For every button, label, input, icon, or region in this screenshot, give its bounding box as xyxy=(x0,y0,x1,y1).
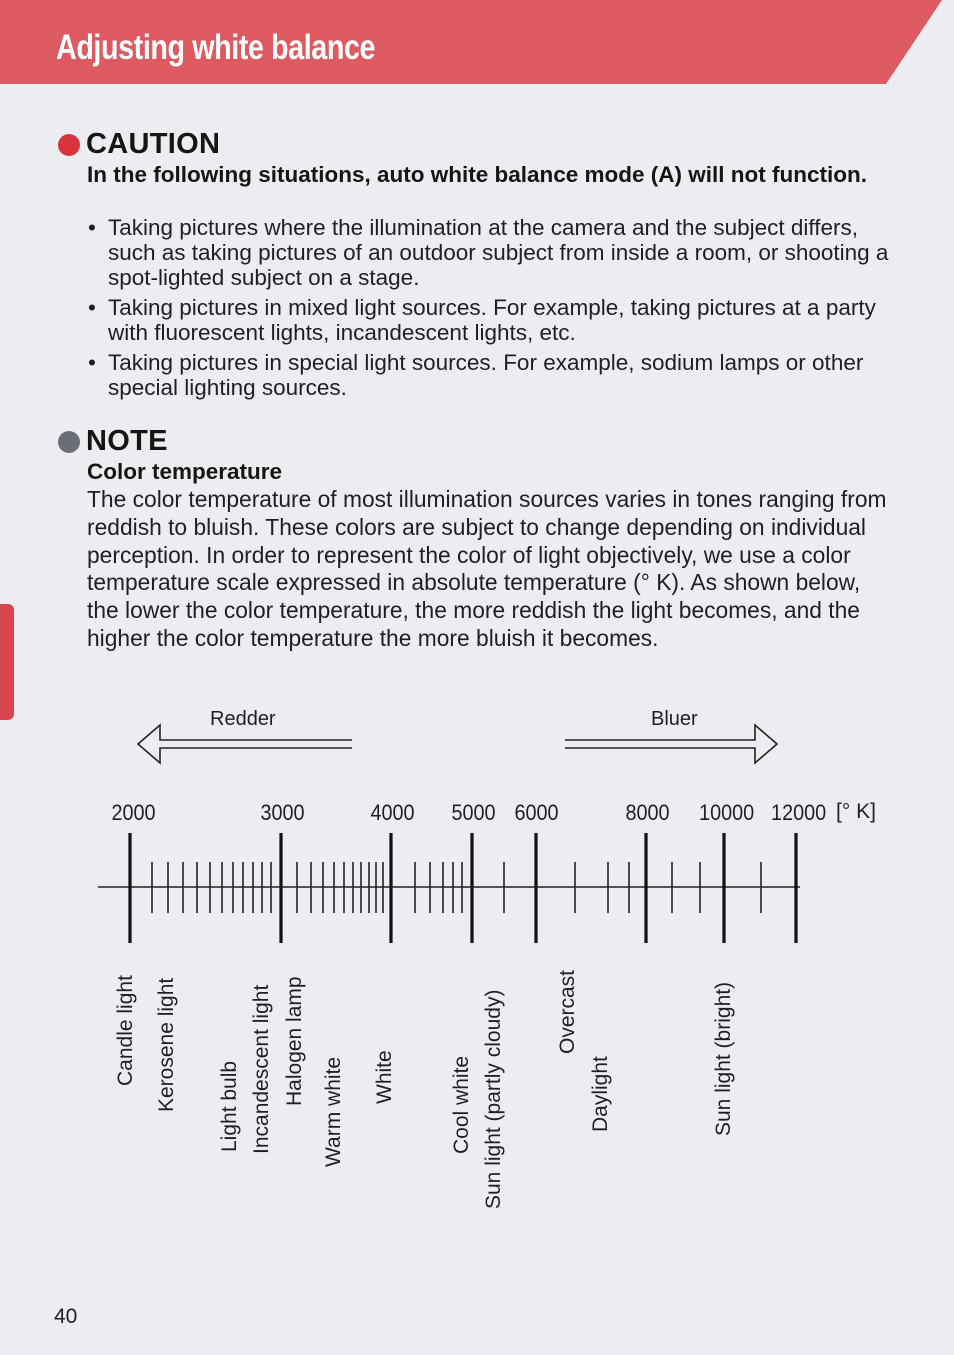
source-label-warm-white: Warm white xyxy=(322,1056,345,1167)
source-label-sun-light-partly-cloudy: Sun light (partly cloudy) xyxy=(482,989,505,1209)
source-label-white: White xyxy=(373,1050,396,1104)
tick-label-3000: 3000 xyxy=(260,800,305,825)
source-label-overcast: Overcast xyxy=(556,969,579,1054)
tick-label-10000: 10000 xyxy=(699,800,755,825)
bluer-arrow-icon xyxy=(565,725,777,763)
source-label-sun-light-bright: Sun light (bright) xyxy=(712,981,735,1136)
list-item: • Taking pictures where the illumination at the camera and the subject differs, such as taking pictures of an outdoor subject from inside a room, or shooting a spot-lighted subject on a stage. xyxy=(87,215,907,290)
redder-arrow-icon xyxy=(138,725,352,763)
list-item: • Taking pictures in special light sources. For example, sodium lamps or other special lighting sources. xyxy=(87,350,907,400)
tick-label-4000: 4000 xyxy=(370,800,415,825)
note-subheading: Color temperature xyxy=(87,459,283,484)
major-ticks xyxy=(130,833,796,943)
note-paragraph: The color temperature of most illumination sources varies in tones ranging from reddish to bluish. These colors are subject to change depending on individual perception. In order to represent the color of light objectively, we use a color temperature scale expressed in absolute temperature (° K). As shown below, the lower the color temperature, the more reddish the light becomes, and the higher the color temperature the more bluish it becomes. xyxy=(87,486,887,651)
page-number: 40 xyxy=(54,1305,78,1328)
redder-label: Redder xyxy=(210,708,276,730)
source-label-cool-white: Cool white xyxy=(450,1055,473,1154)
source-label-light-bulb: Light bulb xyxy=(218,1060,241,1152)
caution-subheading: In the following situations, auto white balance mode (A) will not function. xyxy=(87,162,867,187)
source-label-candle-light: Candle light xyxy=(114,975,137,1086)
tick-label-8000: 8000 xyxy=(625,800,670,825)
unit-label: [° K] xyxy=(836,800,876,823)
list-item: • Taking pictures in mixed light sources. For example, taking pictures at a party with fluorescent lights, incandescent lights, etc. xyxy=(87,295,907,345)
page-title: Adjusting white balance xyxy=(56,28,376,67)
tick-label-2000: 2000 xyxy=(111,800,156,825)
caution-heading-text: CAUTION xyxy=(86,128,221,160)
tick-label-12000: 12000 xyxy=(771,800,827,825)
source-label-incandescent-light: Incandescent light xyxy=(250,984,273,1154)
source-label-daylight: Daylight xyxy=(589,1056,612,1132)
tick-label-5000: 5000 xyxy=(451,800,496,825)
tick-label-6000: 6000 xyxy=(514,800,559,825)
source-label-halogen-lamp: Halogen lamp xyxy=(283,976,306,1106)
note-heading-text: NOTE xyxy=(86,425,168,457)
bluer-label: Bluer xyxy=(651,708,698,730)
source-label-kerosene-light: Kerosene light xyxy=(155,977,178,1112)
